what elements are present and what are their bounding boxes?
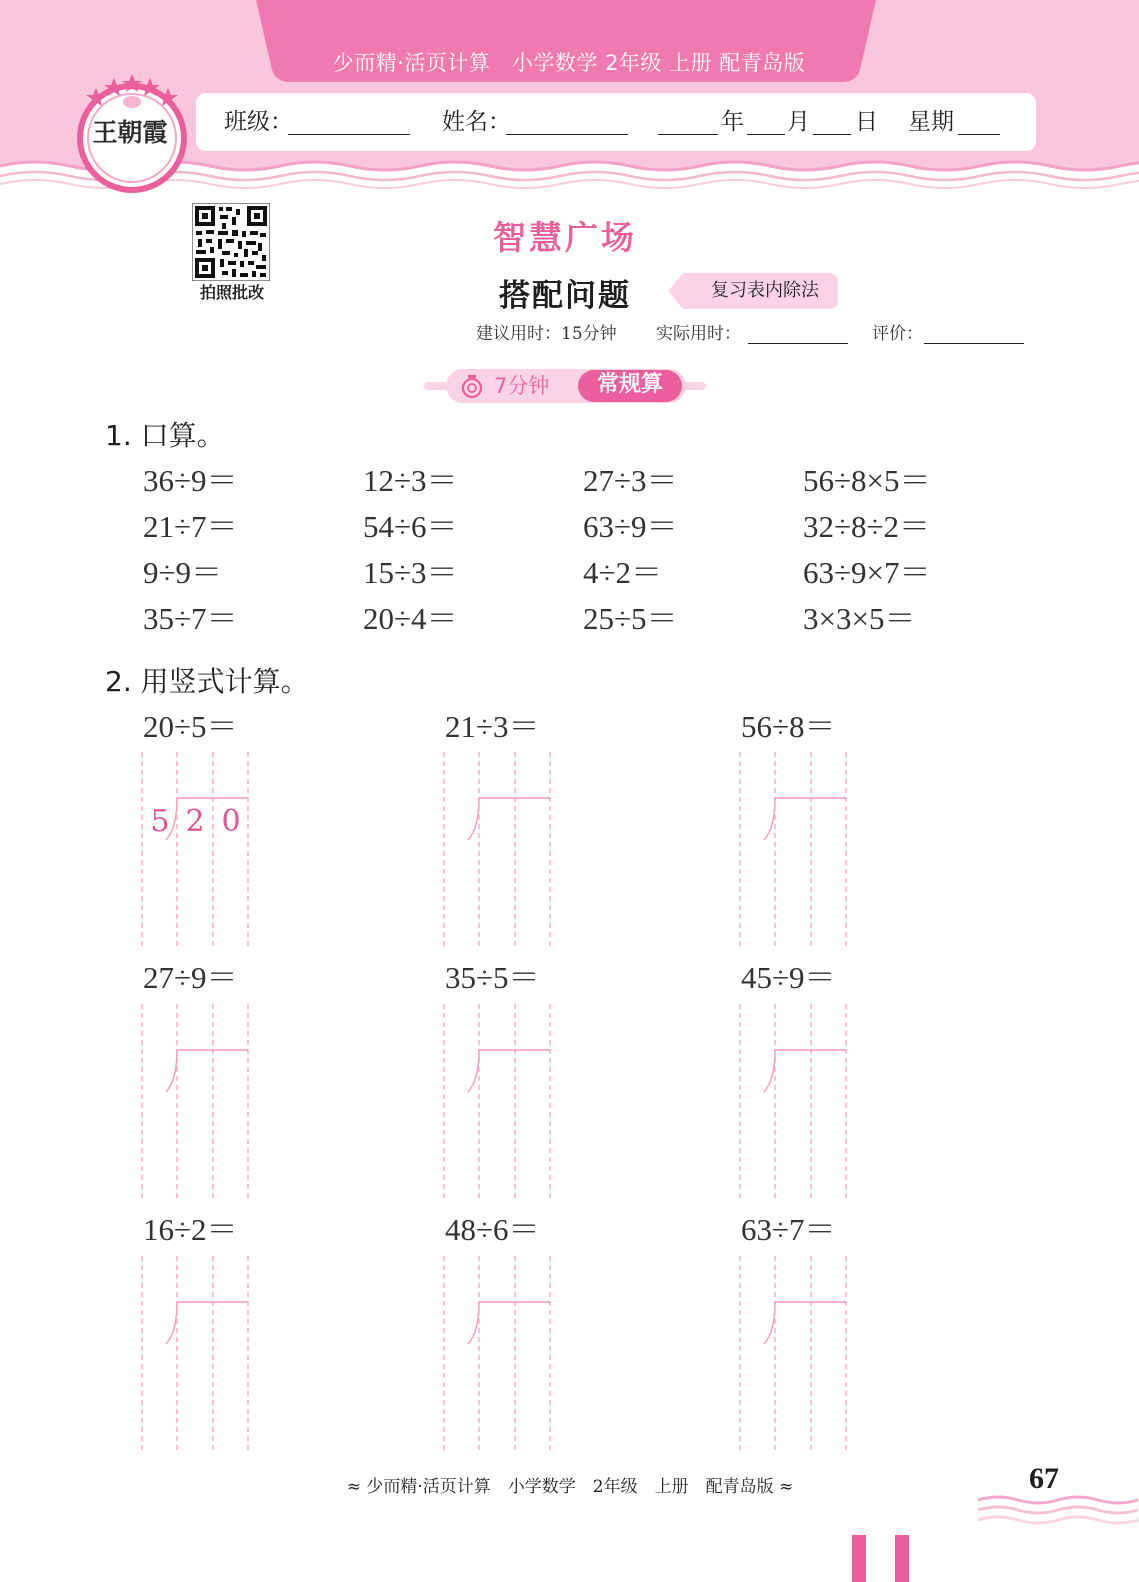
sample-dividend-ones: 0 xyxy=(221,804,241,839)
division-grid[interactable] xyxy=(736,1256,852,1454)
sample-divisor: 5 xyxy=(150,804,170,839)
vertical-problem-label: 56÷8＝ xyxy=(741,709,836,744)
division-grid[interactable] xyxy=(736,752,852,950)
qr-code-icon[interactable] xyxy=(192,203,270,281)
section-title: 智慧广场 xyxy=(493,218,637,257)
actual-time-label: 实际用时： xyxy=(656,324,741,344)
day-blank[interactable] xyxy=(813,134,851,135)
oral-item: 54÷6＝ xyxy=(363,509,458,544)
vertical-problem-label: 63÷7＝ xyxy=(741,1212,836,1247)
vertical-problem-label: 45÷9＝ xyxy=(741,960,836,995)
oral-item: 3×3×5＝ xyxy=(803,601,916,636)
lesson-title: 搭配问题 xyxy=(499,278,631,314)
year-blank[interactable] xyxy=(658,134,718,135)
series-title: 少而精·活页计算 小学数学 2年级 上册 配青岛版 xyxy=(332,51,806,75)
actual-time-blank[interactable] xyxy=(748,343,848,344)
qr-caption: 拍照批改 xyxy=(199,283,264,302)
oral-item: 25÷5＝ xyxy=(583,601,678,636)
oral-item: 9÷9＝ xyxy=(143,555,223,590)
division-grid[interactable] xyxy=(440,752,556,950)
class-blank[interactable] xyxy=(288,134,410,135)
oral-item: 32÷8÷2＝ xyxy=(803,509,931,544)
name-label: 姓名： xyxy=(442,109,511,135)
oral-item: 15÷3＝ xyxy=(363,555,458,590)
division-grid[interactable] xyxy=(440,1256,556,1454)
q2-heading: 2. 用竖式计算。 xyxy=(105,665,309,698)
division-grid[interactable] xyxy=(440,1004,556,1202)
day-label: 日 xyxy=(855,109,878,135)
vertical-problem-label: 27÷9＝ xyxy=(143,960,238,995)
edge-tab-marker xyxy=(895,1535,909,1582)
class-label: 班级： xyxy=(224,109,293,135)
oral-item: 63÷9×7＝ xyxy=(803,555,931,590)
suggested-time: 建议用时：15分钟 xyxy=(476,324,617,344)
logo-text: 王朝霞 xyxy=(92,118,168,147)
review-badge-text: 复习表内除法 xyxy=(711,280,819,301)
timer-mode: 常规算 xyxy=(596,372,663,397)
division-grid[interactable] xyxy=(138,1256,254,1454)
vertical-problem-label: 35÷5＝ xyxy=(445,960,540,995)
sample-dividend-tens: 2 xyxy=(185,804,205,839)
evaluation-label: 评价： xyxy=(872,324,923,344)
oral-item: 27÷3＝ xyxy=(583,463,678,498)
month-label: 月 xyxy=(787,109,810,135)
division-grid[interactable] xyxy=(138,1004,254,1202)
vertical-problem-label: 21÷3＝ xyxy=(445,709,540,744)
oral-item: 63÷9＝ xyxy=(583,509,678,544)
month-blank[interactable] xyxy=(747,134,785,135)
page-number: 67 xyxy=(1029,1462,1059,1495)
division-grid[interactable] xyxy=(736,1004,852,1202)
vertical-problem-label: 16÷2＝ xyxy=(143,1212,238,1247)
name-blank[interactable] xyxy=(506,134,628,135)
vertical-problem-label: 48÷6＝ xyxy=(445,1212,540,1247)
oral-item: 56÷8×5＝ xyxy=(803,463,931,498)
oral-item: 4÷2＝ xyxy=(583,555,663,590)
year-label: 年 xyxy=(721,109,744,135)
weekday-blank[interactable] xyxy=(958,134,1000,135)
division-grid[interactable] xyxy=(138,752,254,950)
weekday-label: 星期 xyxy=(908,109,954,135)
footer-series-text: ≈ 少而精·活页计算 小学数学 2年级 上册 配青岛版 ≈ xyxy=(346,1477,794,1497)
oral-item: 35÷7＝ xyxy=(143,601,238,636)
timer-duration: 7分钟 xyxy=(494,374,550,398)
oral-item: 12÷3＝ xyxy=(363,463,458,498)
oral-item: 21÷7＝ xyxy=(143,509,238,544)
q1-heading: 1. 口算。 xyxy=(105,419,225,452)
edge-tab-marker xyxy=(852,1535,866,1582)
vertical-problem-label: 20÷5＝ xyxy=(143,709,238,744)
student-info-bar xyxy=(196,93,1036,151)
oral-item: 20÷4＝ xyxy=(363,601,458,636)
oral-item: 36÷9＝ xyxy=(143,463,238,498)
evaluation-blank[interactable] xyxy=(924,343,1024,344)
